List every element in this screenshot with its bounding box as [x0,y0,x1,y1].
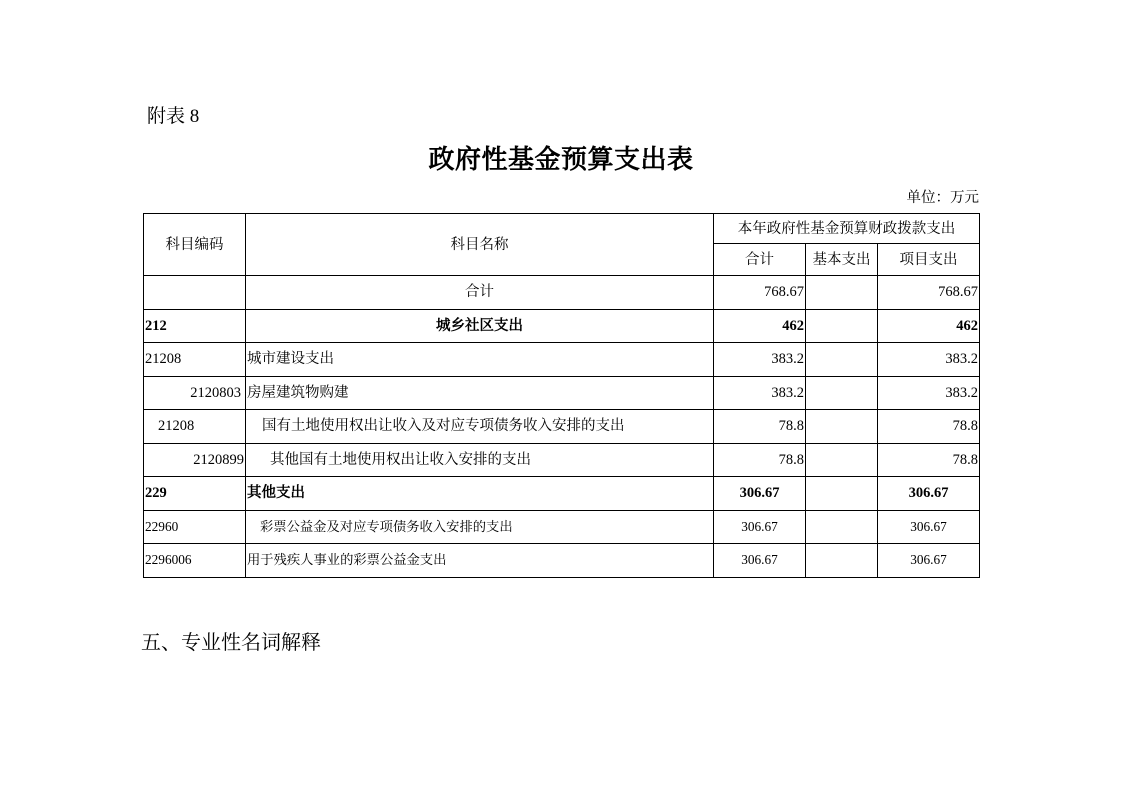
cell-project: 78.8 [878,410,980,444]
cell-code [144,276,246,310]
cell-name: 用于残疾人事业的彩票公益金支出 [246,544,714,578]
cell-total: 306.67 [714,544,806,578]
page-title: 政府性基金预算支出表 [428,145,694,174]
cell-basic [806,410,878,444]
cell-name: 房屋建筑物购建 [246,376,714,410]
cell-total: 78.8 [714,443,806,477]
cell-name: 其他国有土地使用权出让收入安排的支出 [246,443,714,477]
cell-basic [806,510,878,544]
table-row [144,376,980,410]
cell-project: 78.8 [878,443,980,477]
cell-name: 城市建设支出 [246,343,714,377]
cell-project: 306.67 [878,510,980,544]
table-row [144,443,980,477]
cell-code: 229 [144,477,246,511]
cell-name: 城乡社区支出 [246,309,714,343]
header-code: 科目编码 [144,214,246,276]
cell-project: 768.67 [878,276,980,310]
cell-basic [806,276,878,310]
cell-code: 21208 [144,343,246,377]
cell-basic [806,309,878,343]
cell-total: 768.67 [714,276,806,310]
cell-basic [806,477,878,511]
cell-basic [806,376,878,410]
cell-name: 合计 [246,276,714,310]
table-row [144,343,980,377]
cell-code: 212 [144,309,246,343]
table-row [144,477,980,511]
cell-project: 383.2 [878,343,980,377]
cell-total: 383.2 [714,343,806,377]
unit-label: 单位：万元 [906,190,979,206]
header-name: 科目名称 [246,214,714,276]
header-basic: 基本支出 [806,244,878,276]
cell-total: 78.8 [714,410,806,444]
cell-code: 21208 [144,410,246,444]
cell-name: 其他支出 [246,477,714,511]
table-row [144,276,980,310]
table-row [144,510,980,544]
cell-project: 383.2 [878,376,980,410]
cell-code: 2120803 [144,376,246,410]
table-header-row [144,214,980,244]
cell-total: 383.2 [714,376,806,410]
appendix-label: 附表 8 [147,106,200,127]
cell-total: 306.67 [714,477,806,511]
budget-expenditure-table [143,213,980,578]
header-group: 本年政府性基金预算财政拨款支出 [714,214,980,244]
cell-code: 2120899 [144,443,246,477]
cell-project: 306.67 [878,477,980,511]
cell-basic [806,343,878,377]
cell-code: 2296006 [144,544,246,578]
section-heading: 五、专业性名词解释 [141,630,321,654]
table-row [144,544,980,578]
cell-total: 462 [714,309,806,343]
cell-basic [806,544,878,578]
cell-project: 306.67 [878,544,980,578]
header-project: 项目支出 [878,244,980,276]
cell-name: 彩票公益金及对应专项债务收入安排的支出 [246,510,714,544]
table-row [144,410,980,444]
header-total: 合计 [714,244,806,276]
cell-project: 462 [878,309,980,343]
cell-basic [806,443,878,477]
cell-code: 22960 [144,510,246,544]
cell-total: 306.67 [714,510,806,544]
cell-name: 国有土地使用权出让收入及对应专项债务收入安排的支出 [246,410,714,444]
table-row [144,309,980,343]
